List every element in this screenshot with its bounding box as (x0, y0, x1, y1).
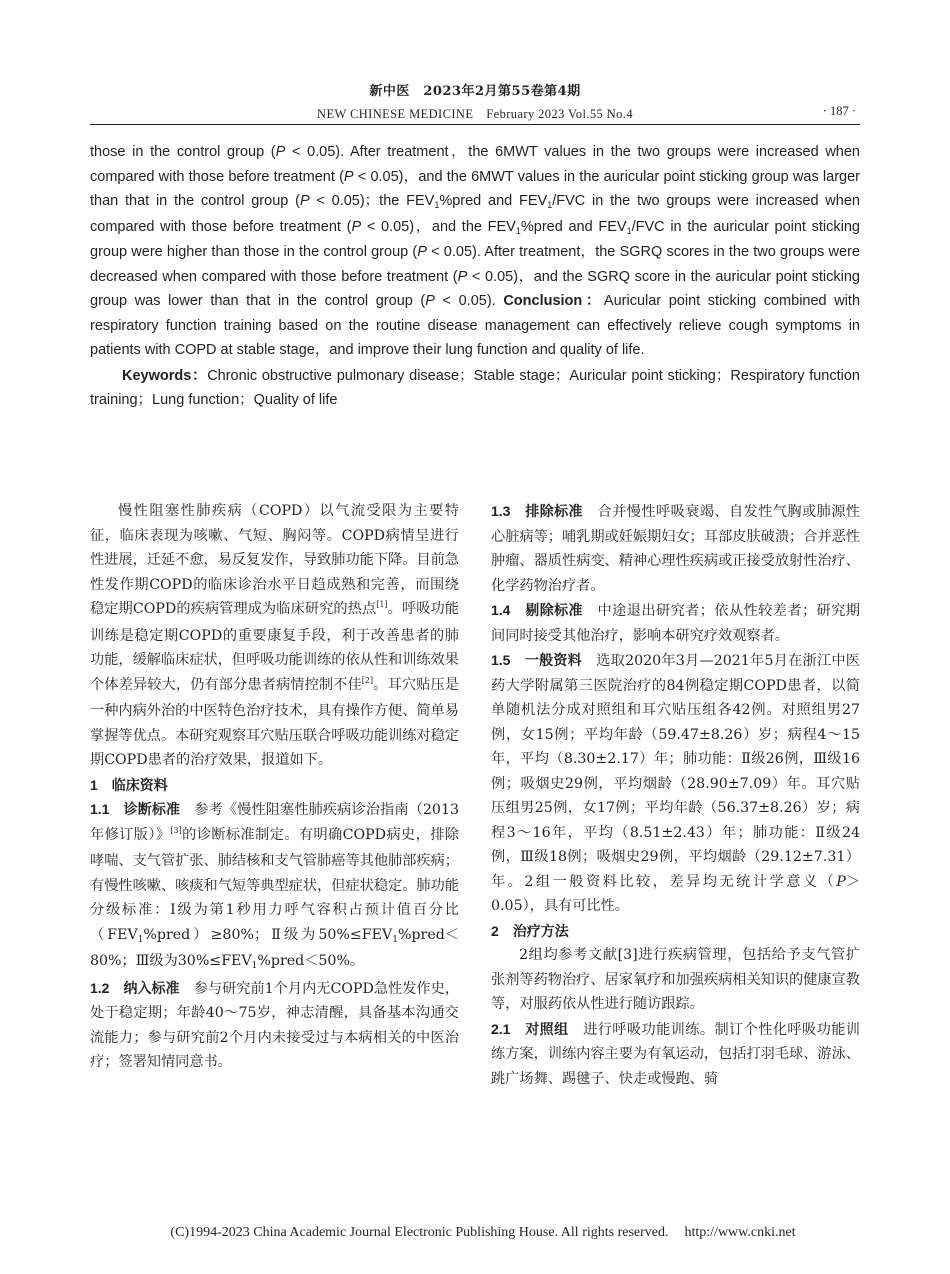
section-heading-2: 2 治疗方法 (491, 922, 569, 939)
cnki-url[interactable]: http://www.cnki.net (684, 1225, 796, 1240)
copyright-footer (0, 1225, 950, 1241)
right-column (491, 499, 860, 1091)
paragraph-1-4: 1.4 剔除标准 中途退出研究者；依从性较差者；研究期间同时接受其他治疗，影响本研究疗效观察者。 (491, 602, 860, 644)
copyright-text: (C)1994-2023 China Academic Journal Electronic Publishing House. All rights reserved. (170, 1225, 669, 1240)
paragraph-2: 2组均参考文献[3]进行疾病管理，包括给予支气管扩张剂等药物治疗、居家氧疗和加强疾病相关知识的健康宣教等，对服药依从性进行随访跟踪。 (491, 947, 860, 1012)
header-rule (90, 124, 860, 125)
paragraph-1-3: 1.3 排除标准 合并慢性呼吸衰竭、自发性气胸或肺源性心脏病等；哺乳期或妊娠期妇女；耳部皮肤破溃；合并恶性肿瘤、器质性病变、精神心理性疾病或正接受放射性治疗、化学药物治疗者。 (491, 503, 860, 594)
journal-title-en: NEW CHINESE MEDICINE February 2023 Vol.55 No.4 (317, 107, 633, 121)
paragraph-2-1: 2.1 对照组 进行呼吸功能训练。制订个性化呼吸功能训练方案，训练内容主要为有氧运动，包括打羽毛球、游泳、跳广场舞、踢毽子、快走或慢跑、骑 (491, 1020, 860, 1087)
page-number: · 187 · (822, 104, 856, 118)
paragraph-1-2: 1.2 纳入标准 参与研究前1个月内无COPD急性发作史，处于稳定期；年龄40～75岁，神志清醒，具备基本沟通交流能力；参与研究前2个月内未接受过与本病相关的中医治疗；签署知情同意书。 (90, 979, 460, 1070)
paragraph-1-5: 1.5 一般资料 选取2020年3月—2021年5月在浙江中医药大学附属第三医院治疗的84例稳定期COPD患者，以简单随机法分成对照组和耳穴贴压组各42例。对照组男27例，女15例；平均年龄（59.47±8.26）岁；病程4～15年，平均（8.30±2.17）年；肺功能：Ⅱ级26例，Ⅲ级16例；吸烟史29例，平均烟龄（28.90±7.09）年。耳穴贴压组男25例，女17例；平均年龄（56.37±8.26）岁；病程3～16年，平均（8.51±2.43）年；肺功能：Ⅱ级24例，Ⅲ级18例；吸烟史29例，平均烟龄（29.12±7.31）年。2组一般资料比较，差异均无统计学意义（P＞0.05），具有可比性。 (491, 652, 860, 914)
journal-title-cn: 新中医 2023年2月第55卷第4期 (369, 84, 581, 99)
left-column (90, 499, 459, 1075)
section-heading-1: 1 临床资料 (90, 776, 168, 793)
keywords: Keywords：Chronic obstructive pulmonary disease；Stable stage；Auricular point sticking；Respiratory function training；Lung function；Quality of life (90, 367, 860, 408)
abstract-body: those in the control group (P < 0.05). After treatment，the 6MWT values in the two groups were increased when compared with those before treatment (P < 0.05)，and the 6MWT values in the auricular point sticking group was larger than that in the control group (P < 0.05)；the $FEV_1\%pred$ and $FEV_1$/FVC in the two groups were increased when compared with those before treatment (P < 0.05)，and the $FEV_1\%pred$ and $FEV_1$/FVC in the auricular point sticking group were higher than those in the control group (P < 0.05). After treatment，the SGRQ scores in the two groups were decreased when compared with those before treatment (P < 0.05)，and the SGRQ score in the auricular point sticking group was lower than that in the control group (P < 0.05). Conclusion：Auricular point sticking combined with respiratory function training based on the routine disease management can effectively relieve cough symptoms in patients with COPD at stable stage，and improve their lung function and quality of life. (90, 144, 861, 358)
paragraph-1-1: 1.1 诊断标准 参考《慢性阻塞性肺疾病诊治指南（2013年修订版）》[3]的诊断标准制定。有明确COPD病史，排除哮喘、支气管扩张、肺结核和支气管肺癌等其他肺部疾病；有慢性咳嗽、咳痰和气短等典型症状，但症状稳定。肺功能分级标准：Ⅰ级为第1秒用力呼气容积占预计值百分比$(FEV_1\%pred)\ge 80\%$；Ⅱ级为$50\%\le FEV_1\%pred<80\%$；Ⅲ级为$30\%\le FEV_1\%pred<50\%$。 (90, 801, 459, 971)
abstract (90, 140, 860, 413)
intro-paragraph: 慢性阻塞性肺疾病（COPD）以气流受限为主要特征，临床表现为咳嗽、气短、胸闷等。COPD病情呈进行性进展，迁延不愈，易反复发作，导致肺功能下降。目前急性发作期COPD的临床诊治水平日趋成熟和完善，而围绕稳定期COPD的疾病管理成为临床研究的热点[1]。呼吸功能训练是稳定期COPD的重要康复手段，利于改善患者的肺功能，缓解临床症状，但呼吸功能训练的依从性和训练效果个体差异较大，仍有部分患者病情控制不佳[2]。耳穴贴压是一种内病外治的中医特色治疗技术，具有操作方便、简单易掌握等优点。本研究观察耳穴贴压联合呼吸功能训练对稳定期COPD患者的治疗效果，报道如下。 (90, 503, 459, 768)
